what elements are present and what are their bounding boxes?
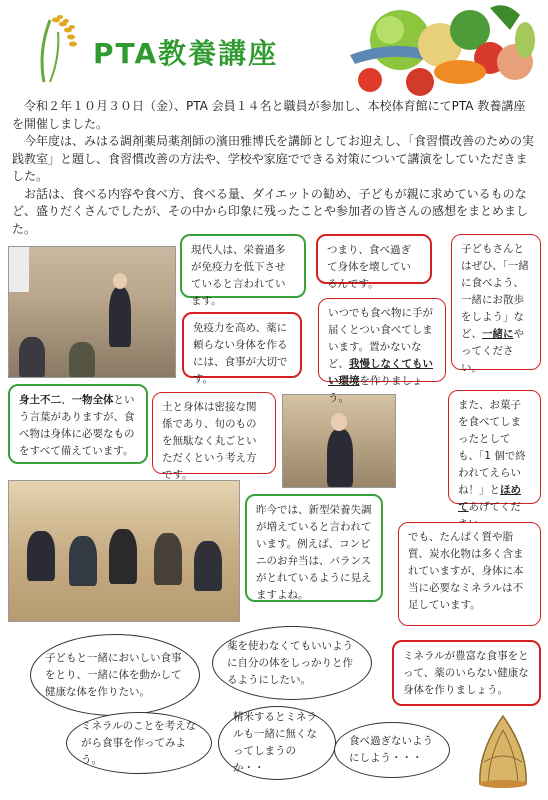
intro-paragraph-2: 今年度は、みはる調剤薬局薬剤師の濱田雅博氏を講師としてお迎えし、「食習慣改善のための実践教室」と題し、食習慣改善の方法や、学校や家庭でできる対策について講演をしていただきました。: [12, 134, 535, 183]
thought-cloud-1: 子どもと一緒においしい食事をとり、一緒に体を動かして健康な体を作りたい。: [30, 634, 200, 716]
bubble-minerals-lacking: でも、たんぱく質や脂質、炭水化物は多く含まれていますが、身体に本当に必要なミネラルは不足しています。: [398, 522, 541, 626]
bubble-environment: いつでも食べ物に手が届くとつい食べてしまいます。置かないなど、我慢しなくてもいい環境を作りましょう。: [318, 298, 446, 382]
vegetables-illustration: [330, 0, 540, 100]
intro-paragraph-1: 令和２年１０月３０日（金）、PTA 会員１４名と職員が参加し、本校体育館にてPTA 教養講座を開催しました。: [12, 99, 526, 131]
page-title: PTA教養講座: [93, 37, 279, 70]
bubble-praise-snack: また、お菓子を食べてしまったとしても、「1 個で終われてえらいね！」とほめてあげてくだ: [448, 390, 541, 504]
bubble-immunity: 免疫力を高め、薬に頼らない身体を作るには、食事が大切です。: [182, 312, 302, 378]
lecture-photo-2: [282, 394, 396, 488]
rice-stalk-icon: [30, 12, 80, 84]
bubble-mineral-meal: ミネラルが豊富な食事をとって、薬のいらない健康な身体を作りましょう。: [392, 640, 541, 706]
bubble-overeating: つまり、食べ過ぎて身体を壊しているんです。: [316, 234, 432, 284]
bubble-soil-body: 土と身体は密接な関係であり、旬のものを無駄なく丸ごといただくという考え方です。: [152, 392, 276, 474]
thought-cloud-5: 食べ過ぎないようにしよう・・・: [334, 722, 450, 778]
bubble-new-malnutrition: 昨今では、新型栄養失調が増えていると言われています。例えば、コンビニのお弁当は、バランスがとれているように見えますよね。: [245, 494, 383, 602]
thought-cloud-4: 精米するとミネラルも一緒に無くなってしまうのか・・: [218, 706, 336, 780]
bubble-modern-nutrition: 現代人は、栄養過多が免疫力を低下させていると言われています。: [180, 234, 306, 298]
thought-cloud-2: 薬を使わなくてもいいように自分の体をしっかりと作るようにしたい。: [212, 626, 372, 700]
bamboo-shoot-icon: [470, 712, 536, 788]
intro-paragraph-3: お話は、食べる内容や食べ方、食べる量、ダイエットの勧め、子どもが親に求めているものなど、盛りだくさんでしたが、その中から印象に残ったことや参加者の皆さんの感想をまとめました。: [12, 186, 529, 236]
bubble-shindo-fuji: 身土不二、一物全体という言葉がありますが、食べ物は身体に必要なものをすべて備えています。: [8, 384, 148, 464]
audience-photo: [8, 480, 240, 622]
lecture-photo-1: [8, 246, 176, 378]
thought-cloud-3: ミネラルのことを考えながら食事を作ってみよう。: [66, 712, 212, 774]
intro-text: [12, 98, 534, 238]
bubble-children-together: 子どもさんとはぜひ、「一緒に食べよう、一緒にお散歩をしよう」など、一緒にやってください。: [451, 234, 541, 370]
